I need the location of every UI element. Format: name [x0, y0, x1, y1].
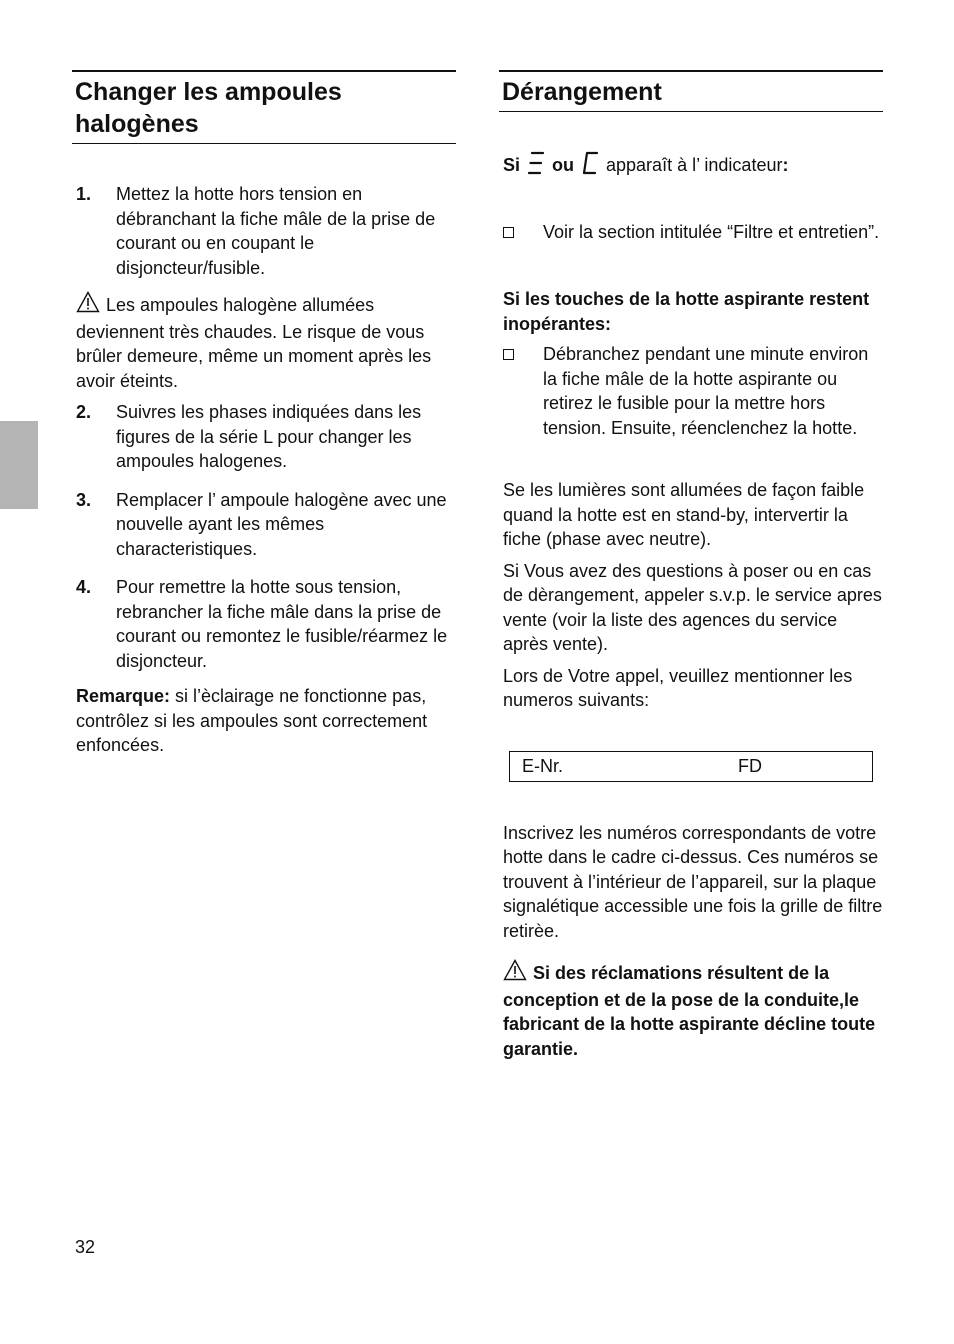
- enr-label: E-Nr.: [522, 755, 564, 776]
- standby-paragraph: Se les lumières sont allumées de façon faible quand la hotte est en stand-by, intervertir la fiche (phase avec neutre).: [503, 480, 865, 549]
- check-text: Voir la section intitulée “Filtre et entretien”.: [543, 221, 880, 242]
- step-number: 4.: [76, 577, 92, 597]
- display-si: Si: [503, 155, 521, 175]
- warning-paragraph: [72, 291, 456, 393]
- numbers-paragraph: Inscrivez les numéros correspondants de votre hotte dans le cadre ci-dessus. Ces numéros se trouvent à l’intérieur de l’appareil, sur la plaque signalétique accessible une fois la grille de filtre retirèe.: [503, 822, 883, 941]
- steps-list-continued: [72, 400, 456, 673]
- checkbox-icon: [503, 342, 543, 440]
- display-ou: ou: [552, 155, 575, 175]
- remark-paragraph: [72, 684, 456, 758]
- page-number: 32: [75, 1237, 96, 1257]
- left-column: [72, 70, 456, 758]
- touches-heading: Si les touches de la hotte aspirante restent inopérantes:: [503, 289, 870, 334]
- warning-text: Les ampoules halogène allumées deviennent très chaudes. Le risque de vous brûler demeure, même un moment après les avoir éteints.: [76, 295, 432, 391]
- check-item-filter: [499, 220, 883, 245]
- segment-e-icon: [527, 150, 545, 183]
- segment-c-icon: [581, 150, 599, 183]
- id-number-box: [509, 751, 873, 782]
- check-text: Débranchez pendant une minute environ la fiche mâle de la hotte aspirante ou retirez le fusible pour la mettre hors tension. Ensuite, réenclenchez la hotte.: [543, 344, 869, 438]
- remark-text: si l’èclairage ne fonctionne pas, contrôlez si les ampoules sont correctement enfoncées.: [76, 686, 428, 755]
- display-suffix: apparaît à l’ indicateur: [606, 155, 783, 175]
- display-indicator-line: [499, 150, 883, 183]
- remark-label: Remarque:: [76, 686, 171, 706]
- step-number: 3.: [76, 489, 92, 510]
- list-item: [76, 400, 456, 474]
- steps-list: [72, 182, 456, 280]
- section-title-halogen: Changer les ampoules halogènes: [72, 70, 456, 144]
- service-paragraph: Si Vous avez des questions à poser ou en cas de dèrangement, appeler s.v.p. le service apres vente (voir la liste des agences du service après vente).: [503, 560, 882, 654]
- call-paragraph: Lors de Votre appel, veuillez mentionner les numeros suivants:: [503, 665, 853, 710]
- warning-triangle-icon: [76, 291, 100, 320]
- checkbox-icon: [503, 220, 543, 245]
- step-text: Mettez la hotte hors tension en débranchant la fiche mâle de la prise de courant ou en coupant le disjoncteur/fusible.: [116, 184, 436, 278]
- check-item-unplug: [499, 342, 883, 440]
- display-colon: :: [782, 155, 789, 175]
- step-text: Suivres les phases indiquées dans les figures de la série L pour changer les ampoules halogenes.: [116, 402, 422, 471]
- step-number: 1.: [76, 184, 92, 204]
- section-tab-marker: [0, 421, 38, 509]
- step-text: Remplacer l’ ampoule halogène avec une nouvelle ayant les mêmes characteristiques.: [116, 489, 447, 559]
- warranty-warning: [499, 959, 883, 1061]
- warning-triangle-icon: [503, 959, 527, 988]
- step-text: Pour remettre la hotte sous tension, rebrancher la fiche mâle dans la prise de courant ou remontez le fusible/réarmez le disjoncteur.: [116, 577, 448, 671]
- section-title-derangement: Dérangement: [499, 70, 883, 112]
- right-column: [499, 70, 883, 1061]
- list-item: [76, 575, 456, 673]
- list-item: [76, 182, 456, 280]
- list-item: [76, 488, 456, 562]
- fd-label: FD: [738, 755, 762, 776]
- step-number: 2.: [76, 402, 92, 422]
- warranty-text: Si des réclamations résultent de la conception et de la pose de la conduite,le fabricant de la hotte aspirante décline toute garantie.: [503, 963, 876, 1059]
